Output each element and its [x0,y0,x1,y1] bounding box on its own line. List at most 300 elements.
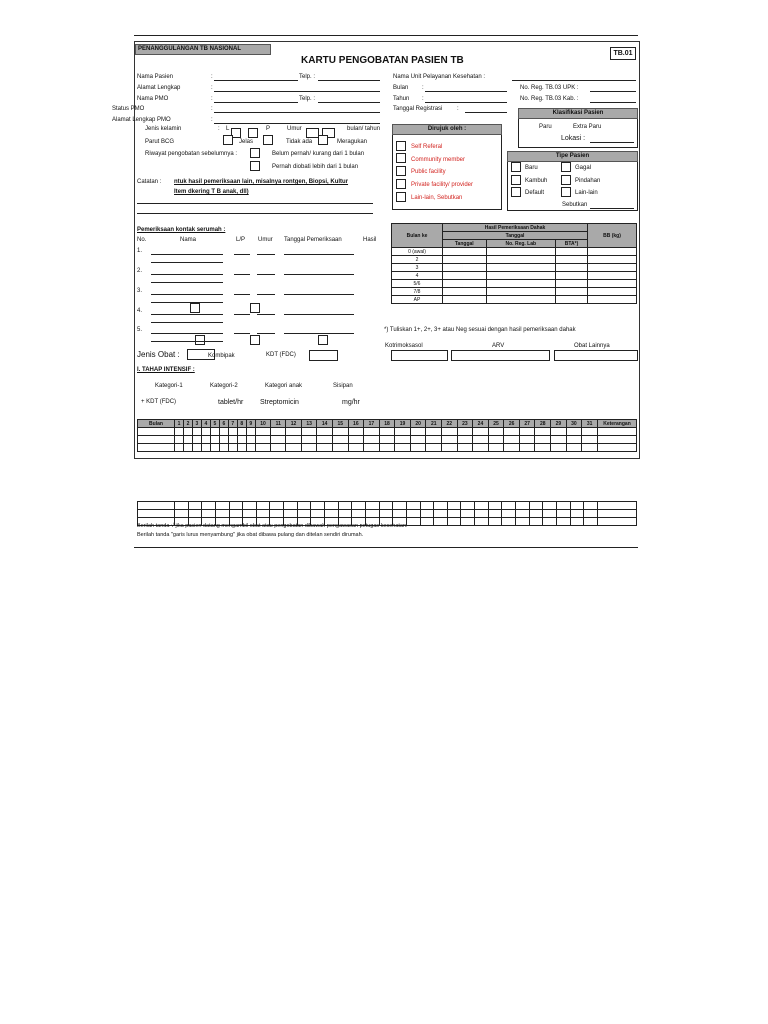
calendar-cell[interactable] [598,518,637,526]
calendar-cell[interactable] [210,428,219,436]
arv-input[interactable] [451,350,550,361]
calendar-cell[interactable] [457,428,473,436]
bb-cell[interactable] [588,272,637,280]
kontak-nama-field[interactable] [151,274,223,275]
calendar-cell[interactable] [365,510,379,518]
calendar-cell[interactable] [188,510,202,518]
calendar-cell[interactable] [301,436,317,444]
bulan-ke-cell: 5/6 [392,280,443,288]
kontak-checkbox[interactable] [190,303,200,313]
dahak-cell[interactable] [556,296,588,304]
calendar-cell[interactable] [229,510,243,518]
default-checkbox[interactable] [511,187,521,197]
calendar-cell[interactable] [420,510,434,518]
kontak-umur-field[interactable] [257,314,275,315]
calendar-cell[interactable] [332,428,348,436]
bb-cell[interactable] [588,264,637,272]
calendar-cell[interactable] [311,510,325,518]
kontak-checkbox[interactable] [250,303,260,313]
dahak-cell[interactable] [443,272,487,280]
calendar-cell[interactable] [202,502,216,510]
calendar-cell[interactable] [364,436,380,444]
kontak-nama-field[interactable] [151,254,223,255]
calendar-cell[interactable] [192,428,201,436]
kontak-umur-field[interactable] [257,294,275,295]
calendar-cell[interactable] [488,502,502,510]
kontak-lp-field[interactable] [234,254,250,255]
calendar-cell[interactable] [364,428,380,436]
calendar-cell[interactable] [183,444,192,452]
calendar-cell[interactable] [215,510,229,518]
calendar-cell[interactable] [301,428,317,436]
dahak-cell[interactable] [486,264,555,272]
dahak-cell[interactable] [443,256,487,264]
calendar-cell[interactable] [192,444,201,452]
pindahan-checkbox[interactable] [561,175,571,185]
calendar-cell[interactable] [516,502,530,510]
dahak-cell[interactable] [486,296,555,304]
calendar-cell[interactable] [338,502,352,510]
calendar-cell[interactable] [475,518,489,526]
dahak-cell[interactable] [443,280,487,288]
calendar-cell[interactable] [426,436,442,444]
bb-cell[interactable] [588,280,637,288]
kontak-tgl-field[interactable] [284,294,354,295]
bb-cell[interactable] [588,296,637,304]
calendar-cell[interactable] [420,518,434,526]
community-checkbox[interactable] [396,153,406,163]
tahun-field[interactable] [425,102,507,103]
calendar-cell[interactable] [138,502,175,510]
bb-cell[interactable] [588,288,637,296]
calendar-cell[interactable] [348,436,364,444]
calendar-cell[interactable] [395,444,411,452]
calendar-cell[interactable] [228,436,237,444]
calendar-cell[interactable] [325,510,339,518]
kontak-nama-field[interactable] [151,322,223,323]
calendar-cell[interactable] [284,502,298,510]
kambuh-checkbox[interactable] [511,175,521,185]
calendar-cell[interactable] [434,518,448,526]
calendar-cell[interactable] [271,428,286,436]
calendar-cell[interactable] [447,510,461,518]
calendar-cell[interactable] [426,428,442,436]
kontak-lp-field[interactable] [234,314,250,315]
private-checkbox[interactable] [396,179,406,189]
calendar-cell[interactable] [379,428,395,436]
kontak-lp-field[interactable] [234,333,250,334]
dahak-cell[interactable] [556,272,588,280]
dahak-cell[interactable] [486,256,555,264]
calendar-cell[interactable] [529,502,543,510]
calendar-cell[interactable] [237,428,246,436]
kontak-nama-field[interactable] [151,341,223,342]
calendar-cell[interactable] [175,428,184,436]
nama-pasien-field[interactable] [214,80,298,81]
calendar-cell[interactable] [188,502,202,510]
calendar-cell[interactable] [210,436,219,444]
calendar-cell[interactable] [332,444,348,452]
kontak-umur-field[interactable] [257,274,275,275]
day-header: 12 [286,420,302,428]
calendar-cell[interactable] [598,502,637,510]
bulan-field[interactable] [425,91,507,92]
dahak-cell[interactable] [443,296,487,304]
calendar-cell[interactable] [488,444,504,452]
sebutkan-field[interactable] [590,208,634,209]
calendar-cell[interactable] [237,444,246,452]
calendar-cell[interactable] [502,502,516,510]
calendar-cell[interactable] [255,436,271,444]
dirujuk-item: Community member [411,157,466,163]
dahak-cell[interactable] [556,264,588,272]
calendar-cell[interactable] [286,444,302,452]
kdt-label: KDT (FDC) [266,352,296,358]
calendar-cell[interactable] [529,518,543,526]
calendar-cell[interactable] [175,444,184,452]
calendar-cell[interactable] [570,510,584,518]
calendar-cell[interactable] [271,444,286,452]
calendar-cell[interactable] [138,428,175,436]
lokasi-field[interactable] [590,142,634,143]
calendar-cell[interactable] [410,444,426,452]
calendar-cell[interactable] [395,436,411,444]
obat-lainnya-input[interactable] [554,350,638,361]
telp-field-2[interactable] [318,102,380,103]
calendar-cell[interactable] [311,502,325,510]
calendar-cell[interactable] [475,502,489,510]
kontak-nama-field[interactable] [151,314,223,315]
footer-line-2: Berilah tanda "garis lurus menyambung" jika obat dibawa pulang dan ditelan sendiri dirumah. [137,532,364,538]
calendar-cell[interactable] [442,444,458,452]
calendar-cell[interactable] [138,436,175,444]
dahak-title: Hasil Pemeriksaan Dahak [443,224,588,232]
calendar-cell[interactable] [488,428,504,436]
calendar-cell[interactable] [504,436,520,444]
calendar-cell[interactable] [379,436,395,444]
calendar-cell[interactable] [442,428,458,436]
kontak-header-lp: L/P [236,237,246,243]
calendar-cell[interactable] [434,502,448,510]
dahak-cell[interactable] [556,280,588,288]
calendar-cell[interactable] [348,428,364,436]
calendar-cell[interactable] [243,502,257,510]
alamat-pmo-field[interactable] [214,123,380,124]
calendar-cell[interactable] [228,444,237,452]
calendar-cell[interactable] [393,502,407,510]
day-header: 27 [519,420,535,428]
calendar-cell[interactable] [535,428,551,436]
calendar-cell[interactable] [504,428,520,436]
calendar-cell[interactable] [519,428,535,436]
calendar-cell[interactable] [582,428,598,436]
dirujuk-item: Private facility/ provider [411,182,474,188]
calendar-cell[interactable] [332,436,348,444]
calendar-cell[interactable] [364,444,380,452]
calendar-cell[interactable] [570,502,584,510]
calendar-cell[interactable] [201,436,210,444]
calendar-cell[interactable] [338,510,352,518]
calendar-cell[interactable] [551,428,567,436]
calendar-cell[interactable] [138,444,175,452]
calendar-cell[interactable] [566,436,582,444]
calendar-cell[interactable] [556,510,570,518]
calendar-cell[interactable] [286,436,302,444]
calendar-cell[interactable] [228,428,237,436]
status-pmo-field[interactable] [214,112,380,113]
dahak-cell[interactable] [556,288,588,296]
dahak-cell[interactable] [486,272,555,280]
baru-checkbox[interactable] [511,162,521,172]
calendar-cell[interactable] [237,436,246,444]
alamat-field[interactable] [214,91,380,92]
calendar-cell[interactable] [183,428,192,436]
kdt-box[interactable] [309,350,338,361]
calendar-cell[interactable] [566,428,582,436]
kontak-tgl-field[interactable] [284,274,354,275]
catatan-field-1[interactable] [137,203,373,204]
calendar-cell[interactable] [461,502,475,510]
kdt-fdc-label: + KDT (FDC) [141,399,177,405]
bulan-ke-cell: 7/8 [392,288,443,296]
public-checkbox[interactable] [396,166,406,176]
calendar-cell[interactable] [175,502,189,510]
calendar-cell[interactable] [502,518,516,526]
calendar-cell[interactable] [201,428,210,436]
kontak-checkbox[interactable] [195,335,205,345]
calendar-cell[interactable] [535,436,551,444]
calendar-cell[interactable] [447,502,461,510]
calendar-cell[interactable] [556,518,570,526]
calendar-cell[interactable] [535,444,551,452]
calendar-cell[interactable] [379,510,393,518]
kontak-nama-field[interactable] [151,302,223,303]
calendar-cell[interactable] [410,436,426,444]
calendar-cell[interactable] [543,502,557,510]
tidak-ada-checkbox[interactable] [263,135,273,145]
jelas-checkbox[interactable] [223,135,233,145]
top-rule [134,35,638,36]
calendar-cell[interactable] [256,502,270,510]
gagal-checkbox[interactable] [561,162,571,172]
calendar-cell[interactable] [556,502,570,510]
self-referal-checkbox[interactable] [396,141,406,151]
dahak-cell[interactable] [486,248,555,256]
calendar-cell[interactable] [246,436,255,444]
kontak-lp-field[interactable] [234,294,250,295]
calendar-cell[interactable] [325,502,339,510]
calendar-cell[interactable] [434,510,448,518]
calendar-cell[interactable] [192,436,201,444]
reg-kab-label: No. Reg. TB.03 Kab. : [520,96,579,102]
calendar-cell[interactable] [582,444,598,452]
kontak-umur-field[interactable] [257,254,275,255]
calendar-cell[interactable] [584,510,598,518]
calendar-cell[interactable] [598,444,637,452]
form-title: KARTU PENGOBATAN PASIEN TB [301,55,464,66]
calendar-cell[interactable] [256,510,270,518]
nama-upk-field[interactable] [512,80,636,81]
calendar-cell[interactable] [488,518,502,526]
calendar-cell[interactable] [246,444,255,452]
kontak-nama-field[interactable] [151,262,223,263]
calendar-cell[interactable] [393,510,407,518]
p-checkbox[interactable] [248,128,258,138]
calendar-cell[interactable] [352,502,366,510]
calendar-cell[interactable] [461,510,475,518]
calendar-cell[interactable] [442,436,458,444]
calendar-cell[interactable] [210,444,219,452]
lain-checkbox[interactable] [396,192,406,202]
calendar-cell[interactable] [395,428,411,436]
calendar-cell[interactable] [516,510,530,518]
kontak-tgl-field[interactable] [284,333,354,334]
calendar-cell[interactable] [566,444,582,452]
bb-cell[interactable] [588,248,637,256]
nama-pmo-field[interactable] [214,102,298,103]
calendar-cell[interactable] [457,444,473,452]
catatan-field-2[interactable] [137,213,373,214]
calendar-cell[interactable] [519,436,535,444]
calendar-cell[interactable] [317,444,333,452]
kontak-nama-field[interactable] [151,282,223,283]
calendar-cell[interactable] [598,428,637,436]
calendar-cell[interactable] [516,518,530,526]
calendar-cell[interactable] [271,436,286,444]
calendar-cell[interactable] [183,436,192,444]
calendar-cell[interactable] [420,502,434,510]
day-header: 10 [255,420,271,428]
calendar-cell[interactable] [243,510,257,518]
bb-header: BB (kg) [588,224,637,248]
calendar-cell[interactable] [297,502,311,510]
calendar-cell[interactable] [297,510,311,518]
calendar-cell[interactable] [529,510,543,518]
reg-upk-field[interactable] [590,91,636,92]
calendar-cell[interactable] [175,510,189,518]
calendar-cell[interactable] [584,518,598,526]
calendar-cell[interactable] [582,436,598,444]
telp-field-1[interactable] [318,80,380,81]
calendar-cell[interactable] [365,502,379,510]
meragukan-label: Meragukan [337,139,368,145]
umur-label: Umur [287,126,302,132]
calendar-cell[interactable] [488,436,504,444]
calendar-cell[interactable] [426,444,442,452]
dahak-cell[interactable] [486,280,555,288]
calendar-cell[interactable] [584,502,598,510]
calendar-cell[interactable] [219,428,228,436]
kontak-row-no: 4. [137,308,143,314]
calendar-cell[interactable] [475,510,489,518]
kontak-row-no: 1. [137,248,143,254]
calendar-cell[interactable] [543,518,557,526]
kontak-lp-field[interactable] [234,274,250,275]
kontak-checkbox[interactable] [318,335,328,345]
dahak-cell[interactable] [556,256,588,264]
calendar-cell[interactable] [255,444,271,452]
reg-kab-field[interactable] [590,102,636,103]
dahak-cell[interactable] [486,288,555,296]
calendar-cell[interactable] [379,444,395,452]
calendar-cell[interactable] [317,436,333,444]
calendar-cell[interactable] [570,518,584,526]
calendar-cell[interactable] [219,444,228,452]
kontak-nama-field[interactable] [151,333,223,334]
calendar-cell[interactable] [202,510,216,518]
pernah-checkbox[interactable] [250,161,260,171]
calendar-cell[interactable] [502,510,516,518]
calendar-cell[interactable] [504,444,520,452]
calendar-cell[interactable] [138,510,175,518]
calendar-cell[interactable] [175,436,184,444]
catatan-label: Catatan : [137,179,162,185]
dahak-cell[interactable] [443,264,487,272]
calendar-cell[interactable] [457,436,473,444]
kontak-checkbox[interactable] [250,335,260,345]
kotrimoksasol-input[interactable] [391,350,448,361]
colon: : [218,126,220,132]
calendar-cell[interactable] [473,436,489,444]
calendar-cell[interactable] [270,502,284,510]
colon: : [457,106,459,112]
kontak-umur-field[interactable] [257,333,275,334]
kontak-tgl-field[interactable] [284,254,354,255]
kontak-nama-field[interactable] [151,294,223,295]
calendar-cell[interactable] [229,502,243,510]
calendar-cell[interactable] [519,444,535,452]
calendar-cell[interactable] [246,428,255,436]
calendar-cell[interactable] [286,428,302,436]
tgl-reg-field[interactable] [465,112,507,113]
dahak-cell[interactable] [443,248,487,256]
calendar-cell[interactable] [473,428,489,436]
bulan-ke-cell: AP [392,296,443,304]
calendar-cell[interactable] [317,428,333,436]
calendar-cell[interactable] [488,510,502,518]
belum-pernah-checkbox[interactable] [250,148,260,158]
kontak-tgl-field[interactable] [284,314,354,315]
calendar-cell[interactable] [447,518,461,526]
calendar-cell[interactable] [551,436,567,444]
bb-cell[interactable] [588,256,637,264]
calendar-cell[interactable] [284,510,298,518]
calendar-cell[interactable] [201,444,210,452]
lain-lain-checkbox[interactable] [561,187,571,197]
calendar-cell[interactable] [270,510,284,518]
calendar-cell[interactable] [301,444,317,452]
calendar-cell[interactable] [352,510,366,518]
calendar-cell[interactable] [410,428,426,436]
dahak-cell[interactable] [443,288,487,296]
calendar-cell[interactable] [598,510,637,518]
calendar-cell[interactable] [473,444,489,452]
meragukan-checkbox[interactable] [318,135,328,145]
calendar-cell[interactable] [551,444,567,452]
calendar-cell[interactable] [379,502,393,510]
calendar-cell[interactable] [348,444,364,452]
calendar-cell[interactable] [461,518,475,526]
calendar-cell[interactable] [219,436,228,444]
calendar-cell[interactable] [215,502,229,510]
calendar-cell[interactable] [255,428,271,436]
calendar-cell[interactable] [406,502,420,510]
calendar-cell[interactable] [406,518,420,526]
calendar-cell[interactable] [598,436,637,444]
calendar-cell[interactable] [406,510,420,518]
dahak-cell[interactable] [556,248,588,256]
calendar-cell[interactable] [543,510,557,518]
